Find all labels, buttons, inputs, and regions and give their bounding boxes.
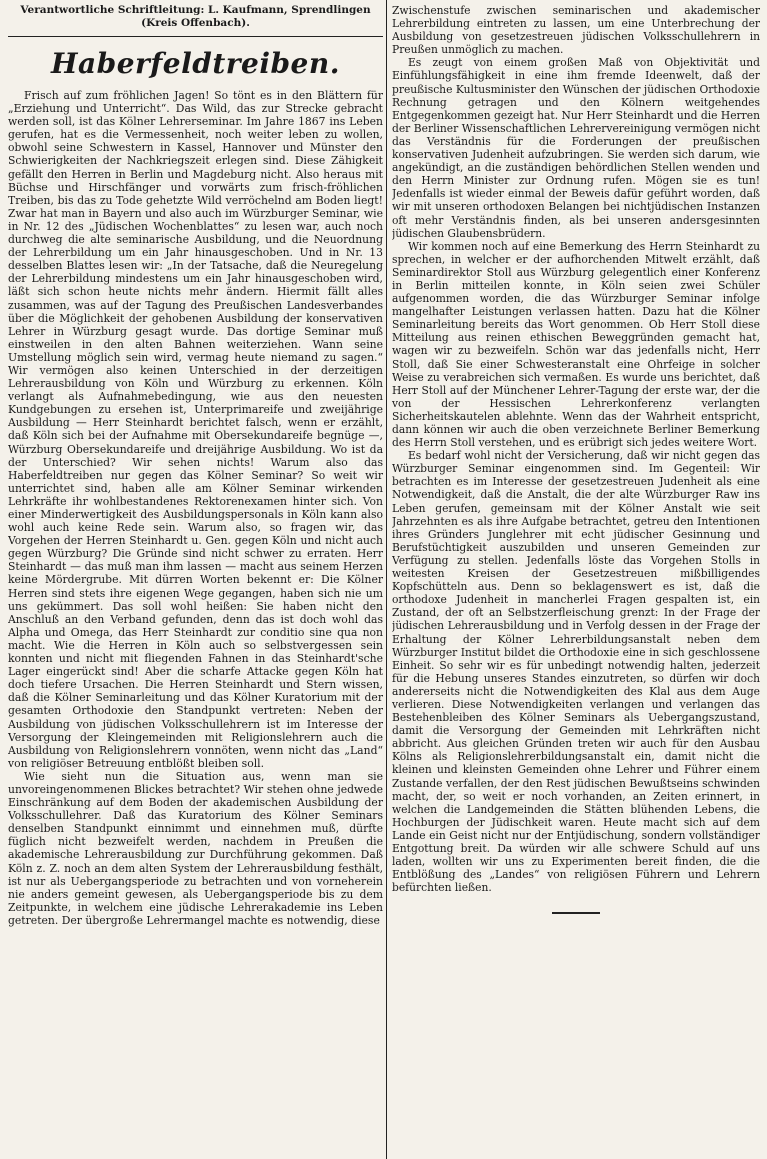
article-headline: Haberfeldtreiben. xyxy=(51,47,340,80)
left-paragraph-1: Frisch auf zum fröhlichen Jagen! So tönt es in den Blättern für „Erziehung und Unterricht“. Das Wild, das zur Strecke gebracht werden soll, ist das Kölner Lehrerseminar. Im Jahre 1867 ins Leben gerufen, hat es die Vermessenheit, noch weiter leben zu wollen, obwohl seine Schwestern in Kassel, Hannover und Münster den Schwierigkeiten der Nachkriegszeit erlegen sind. Diese Zähigkeit gefällt den Herren in Berlin und Magdeburg nicht. Also heraus mit Büchse und Hirschfänger und vorwärts zum frisch-fröhlichen Treiben, bis das zu Tode gehetzte Wild verröchelnd am Boden liegt! Zwar hat man in Bayern und also auch im Würzburger Seminar, wie in Nr. 12 des „Jüdischen Wochenblattes“ zu lesen war, auch noch durchweg die alte seminarische Ausbildung, und die Neuordnung der Lehrerbildung um ein Jahr hinausgeschoben. Und in Nr. 13 desselben Blattes lesen wir: „In der Tatsache, daß die Neuregelung der Lehrerbildung mindestens um ein Jahr hinausgeschoben wird, läßt sich schon heute nichts mehr ändern. Hiermit fällt alles zusammen, was auf der Tagung des Preußischen Landesverbandes über die Möglichkeit der gehobenen Ausbildung der konservativen Lehrer in Würzburg gesagt wurde. Das dortige Seminar muß einstweilen in den alten Bahnen weiterziehen. Wann seine Umstellung möglich sein wird, vermag heute niemand zu sagen.“ Wir vermögen also keinen Unterschied in der derzeitigen Lehrerausbildung von Köln und Würzburg zu erkennen. Köln verlangt als Aufnahmebedingung, wie aus den neuesten Kundgebungen zu ersehen ist, Unterprimareife und zweijährige Ausbildung — Herr Steinhardt berichtet falsch, wenn er erzählt, daß Köln sich bei der Aufnahme mit Obersekundareife begnüge —, Würzburg Obersekundareife und dreijährige Ausbildung. Wo ist da der Unterschied? Wir sehen nichts! Warum also das Haberfeldtreiben nur gegen das Kölner Seminar? So weit wir unterrichtet sind, haben alle am Kölner Seminar wirkenden Lehrkräfte ihr wohlbestandenes Rektorenexamen hinter sich. Von einer Minderwertigkeit des Ausbildungspersonals in Köln kann also wohl auch keine Rede sein. Warum also, so fragen wir, das Vorgehen der Herren Steinhardt u. Gen. gegen Köln und nicht auch gegen Würzburg? Die Gründe sind nicht schwer zu erraten. Herr Steinhardt — das muß man ihm lassen — macht aus seinem Herzen keine Mördergrube. Mit dürren Worten bekennt er: Die Kölner Herren sind stets ihre eigenen Wege gegangen, haben sich nie um uns gekümmert. Das soll wohl heißen: Sie haben nicht den Anschluß an den Verband gefunden, denn das ist doch wohl das Alpha und Omega, das Herr Steinhardt zur conditio sine qua non macht. Wie die Herren in Köln auch so selbstvergessen sein konnten und nicht mit fliegenden Fahnen in das Steinhardt'sche Lager eingerückt sind! Aber die scharfe Attacke gegen Köln hat doch tiefere Ursachen. Die Herren Steinhardt und Stern wissen, daß die Kölner Seminarleitung und das Kölner Kuratorium mit der gesamten Orthodoxie den Standpunkt vertreten: Neben der Ausbildung von jüdischen Volksschullehrern ist im Interesse der Versorgung der Kleingemeinden mit Religionslehrern auch die Ausbildung von Religionslehrern vonnöten, wenn nicht das „Land“ von religiöser Betreuung entblößt bleiben soll. xyxy=(8,89,383,770)
right-paragraph-4: Es bedarf wohl nicht der Versicherung, daß wir nicht gegen das Würzburger Seminar eingenommen sind. Im Gegenteil: Wir betrachten es im Interesse der gesetzestreuen Judenheit als eine Notwendigkeit, daß die Anstalt, die der alte Würzburger Raw ins Leben gerufen, gemeinsam mit der Kölner Anstalt wie seit Jahrzehnten es als ihre Aufgabe betrachtet, getreu den Intentionen ihres Gründers Junglehrer mit echt jüdischer Gesinnung und Berufstüchtigkeit auszubilden und unseren Gemeinden zur Verfügung zu stellen. Jedenfalls löste das Vorgehen Stolls in weitesten Kreisen der Gesetzestreuen mißbilligendes Kopfschütteln aus. Denn so beklagenswert es ist, daß die orthodoxe Judenheit in mancherlei Fragen gespalten ist, ein Zustand, der oft an Selbstzerfleischung grenzt: In der Frage der jüdischen Lehrerausbildung und in Verfolg dessen in der Frage der Erhaltung der Kölner Lehrerbildungsanstalt neben dem Würzburger Institut bildet die Orthodoxie eine in sich geschlossene Einheit. So sehr wir es für unbedingt notwendig halten, jederzeit für die Hebung unseres Standes einzutreten, so dürfen wir doch andererseits nicht die Notwendigkeiten des Klal aus dem Auge verlieren. Diese Notwendigkeiten verlangen und verlangen das Bestehenbleiben des Kölner Seminars als Uebergangszustand, damit die Versorgung der Gemeinden mit Lehrkräften nicht abbricht. Aus gleichen Gründen treten wir auch für den Ausbau Kölns als Religionslehrerbildungsanstalt ein, damit nicht die kleinen und kleinsten Gemeinden ohne Lehrer und Führer einem Zustande verfallen, der den Rest jüdischen Bewußtseins schwinden macht, der, so weit er noch vorhanden, an Zeiten erinnert, in welchen die Landgemeinden die Stätten blühenden Lebens, die Hochburgen der Jüdischkeit waren. Heute macht sich auf dem Lande ein Geist nicht nur der Entjüdischung, sondern vollständiger Entgottung breit. Da würden wir alle schwere Schuld auf uns laden, wollten wir uns zu Experimenten bereit finden, die die Entblößung des „Landes“ von religiösen Führern und Lehrern befürchten ließen. xyxy=(392,449,760,895)
header-rule xyxy=(8,36,383,37)
right-paragraph-3: Wir kommen noch auf eine Bemerkung des Herrn Steinhardt zu sprechen, in welcher er der aufhorchenden Mitwelt erzählt, daß Seminardirektor Stoll aus Würzburg gelegentlich einer Konferenz in Berlin mitteilen konnte, in Köln seien zwei Schüler aufgenommen worden, die das Würzburger Seminar infolge mangelhafter Leistungen verlassen hatten. Dazu hat die Kölner Seminarleitung bereits das Wort genommen. Ob Herr Stoll diese Mitteilung aus reinen ethischen Beweggründen gemacht hat, wagen wir zu bezweifeln. Schön war das jedenfalls nicht, Herr Stoll, daß Sie einer Schwesteranstalt eine Ohrfeige in solcher Weise zu verabreichen sich vermaßen. Es wurde uns berichtet, daß Herr Stoll auf der Münchener Lehrer-Tagung der erste war, der die von der Hessischen Lehrerkonferenz verlangten Sicherheitskautelen ablehnte. Wenn das der Wahrheit entspricht, dann können wir auch die oben verzeichnete Berliner Bemerkung des Herrn Stoll verstehen, und es erübrigt sich jedes weitere Wort. xyxy=(392,239,760,450)
right-paragraph-2: Es zeugt von einem großen Maß von Objektivität und Einfühlungsfähigkeit in eine ihm fremde Ideenwelt, daß der preußische Kultusminister den Wünschen der jüdischen Orthodoxie Rechnung getragen und den Kölnern weitgehendes Entgegenkommen gezeigt hat. Nur Herr Steinhardt und die Herren der Berliner Wissenschaftlichen Lehrervereinigung vermögen nicht das Verständnis für die Forderungen der preußischen konservativen Judenheit aufzubringen. Sie werden sich darum, wie angekündigt, an die zuständigen behördlichen Stellen wenden und den Herrn Minister zur Ordnung rufen. Mögen sie es tun! Jedenfalls ist wieder einmal der Beweis dafür geführt worden, daß wir mit unseren orthodoxen Belangen bei nichtjüdischen Instanzen oft mehr Verständnis finden, als bei unseren andersgesinnten jüdischen Glaubensbrüdern. xyxy=(392,56,760,240)
editor-line: Verantwortliche Schriftleitung: L. Kaufmann, Sprendlingen (Kreis Offenbach). xyxy=(20,4,371,29)
left-column xyxy=(8,4,383,1154)
column-divider xyxy=(386,0,387,1159)
right-paragraph-1: Zwischenstufe zwischen seminarischen und akademischer Lehrerbildung eintreten zu lassen, um eine Unterbrechung der Ausbildung von gesetzestreuen jüdischen Volksschullehrern in Preußen unmöglich zu machen. xyxy=(392,4,760,57)
article-end-rule xyxy=(552,912,600,914)
left-paragraph-2: Wie sieht nun die Situation aus, wenn man sie unvoreingenommenen Blickes betrachtet? Wir stehen ohne jedwede Einschränkung auf dem Boden der akademischen Ausbildung der Volksschullehrer. Daß das Kuratorium des Kölner Seminars denselben Standpunkt einnimmt und einnehmen muß, dürfte füglich nicht bezweifelt werden, nachdem in Preußen die akademische Lehrerausbildung zur Durchführung gekommen. Daß Köln z. Z. noch an dem alten System der Lehrerausbildung festhält, ist nur als Uebergangsperiode zu betrachten und von vorneherein nie anders gemeint gewesen, als Uebergangsperiode bis zu dem Zeitpunkte, in welchem eine jüdische Lehrerakademie ins Leben getreten. Der übergroße Lehrermangel machte es notwendig, diese xyxy=(8,769,383,927)
right-column xyxy=(392,4,760,1154)
